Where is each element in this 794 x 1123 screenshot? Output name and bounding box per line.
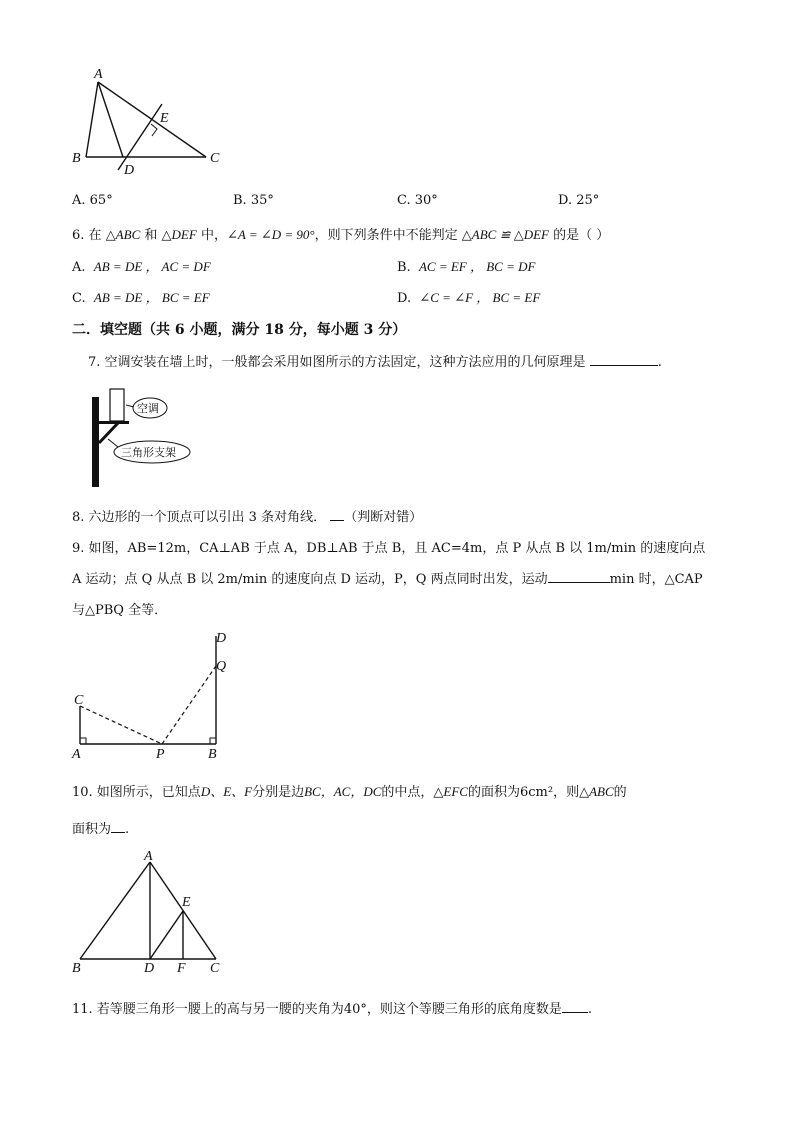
q6-rest: ，则下列条件中不能判定 bbox=[314, 228, 458, 243]
q10-label-c: C bbox=[210, 961, 220, 976]
q10-label-a: A bbox=[144, 849, 153, 864]
q10-label-e: E bbox=[182, 895, 191, 910]
q6-option-c bbox=[72, 287, 210, 306]
q6-option-c-letter: C. bbox=[72, 291, 86, 306]
q5-label-a: A bbox=[94, 67, 103, 82]
q6-option-d bbox=[397, 287, 540, 306]
q9-label-c: C bbox=[74, 693, 84, 708]
q7-text: 7. 空调安装在墙上时，一般都会采用如图所示的方法固定，这种方法应用的几何原理是 bbox=[88, 355, 586, 370]
q5-label-e: E bbox=[160, 111, 169, 126]
q6-num: 6. 在 bbox=[72, 228, 102, 243]
q8-answer-blank[interactable] bbox=[330, 508, 344, 521]
q11-angle: 40° bbox=[343, 1002, 367, 1017]
q10-a: 10. 如图所示，已知点 bbox=[72, 785, 201, 800]
q10-label-f: F bbox=[177, 961, 186, 976]
q10-line2-text: 面积为 bbox=[72, 822, 112, 837]
q9-label-b: B bbox=[208, 747, 217, 762]
q10-figure bbox=[68, 848, 238, 978]
q5-option-b: B. 35° bbox=[233, 193, 274, 208]
q10-line1 bbox=[72, 781, 627, 800]
section-title-fill-blank: 二．填空题（共 6 小题，满分 18 分，每小题 3 分） bbox=[72, 322, 407, 338]
q10-end: . bbox=[125, 822, 130, 837]
q6-option-b bbox=[397, 256, 535, 275]
q9-line2a: A 运动；点 Q 从点 B 以 2m/min 的速度向点 D 运动，P，Q 两点同时出发，运动 bbox=[72, 572, 548, 587]
q6-mid: 中， bbox=[200, 228, 227, 243]
q6-option-a bbox=[72, 256, 211, 275]
q6-option-d-letter: D. bbox=[397, 291, 412, 306]
q6-option-b-letter: B. bbox=[397, 260, 411, 275]
q9-line3: 与△PBQ 全等． bbox=[72, 603, 168, 618]
q6-condition: ∠A = ∠D = 90° bbox=[226, 227, 315, 242]
q7-label-bracket: 三角形支架 bbox=[121, 446, 176, 459]
q5-option-c: C. 30° bbox=[397, 193, 438, 208]
q9-label-q: Q bbox=[216, 659, 227, 674]
q5-label-c: C bbox=[210, 151, 220, 166]
q10-label-d: D bbox=[144, 961, 155, 976]
q9-label-d: D bbox=[216, 631, 227, 646]
q9-figure bbox=[70, 628, 250, 763]
q6-stem bbox=[72, 224, 609, 243]
q9-line2 bbox=[72, 568, 703, 587]
q10-f: 的 bbox=[613, 785, 627, 800]
q6-option-c-expr: AB = DE ， BC = EF bbox=[93, 290, 210, 305]
q10-e: ，则 bbox=[553, 785, 580, 800]
q7-label-air-conditioner: 空调 bbox=[137, 402, 159, 415]
q11-tail: ，则这个等腰三角形的底角度数是 bbox=[366, 1002, 562, 1017]
q11-text: 11. 若等腰三角形一腰上的高与另一腰的夹角为 bbox=[72, 1002, 344, 1017]
q6-and: 和 bbox=[144, 228, 158, 243]
q6-congruence: △ABC ≌ △DEF bbox=[461, 227, 549, 242]
q6-option-d-expr: ∠C = ∠F ， BC = EF bbox=[419, 290, 541, 305]
q11-end: . bbox=[587, 1002, 593, 1017]
q8-end: （判断对错） bbox=[344, 510, 423, 525]
q6-triangle-def: △DEF bbox=[161, 227, 197, 242]
q10-tri-abc: △ABC bbox=[579, 784, 614, 799]
q9-answer-blank[interactable] bbox=[548, 570, 610, 583]
q10-label-b: B bbox=[72, 961, 81, 976]
q8-stem bbox=[72, 506, 422, 525]
q9-line1: 9. 如图，AB=12m，CA⊥AB 于点 A，DB⊥AB 于点 B，且 AC=4m，点 P 从点 B 以 1m/min 的速度向点 bbox=[72, 541, 706, 556]
q6-option-a-letter: A. bbox=[72, 260, 86, 275]
q11-stem bbox=[72, 998, 592, 1017]
q9-line2b: min 时，△CAP bbox=[609, 572, 703, 587]
q6-option-b-expr: AC = EF ， BC = DF bbox=[418, 259, 536, 274]
q5-option-d: D. 25° bbox=[558, 193, 600, 208]
q6-tail: 的是（ ） bbox=[553, 228, 610, 243]
q10-sides: BC，AC，DC bbox=[304, 784, 382, 799]
q10-c: 的中点， bbox=[381, 785, 434, 800]
q9-label-p: P bbox=[156, 747, 165, 762]
q5-label-b: B bbox=[72, 151, 81, 166]
q10-answer-blank[interactable] bbox=[111, 820, 125, 833]
q8-text: 8. 六边形的一个顶点可以引出 3 条对角线． bbox=[72, 510, 327, 525]
q5-label-d: D bbox=[124, 163, 135, 178]
q10-b: 分别是边 bbox=[252, 785, 305, 800]
q7-answer-blank[interactable] bbox=[590, 353, 658, 366]
q10-d: 的面积为 bbox=[467, 785, 520, 800]
q7-figure bbox=[88, 385, 208, 490]
q11-answer-blank[interactable] bbox=[562, 1000, 588, 1013]
q10-tri-efc: △EFC bbox=[433, 784, 468, 799]
q7-end: . bbox=[657, 355, 662, 370]
q5-option-a: A. 65° bbox=[72, 193, 113, 208]
q10-line2 bbox=[72, 818, 129, 837]
q10-area: 6cm² bbox=[520, 785, 554, 800]
q5-figure bbox=[60, 60, 240, 180]
q7-stem bbox=[88, 351, 662, 370]
q9-label-a: A bbox=[72, 747, 81, 762]
q6-triangle-abc: △ABC bbox=[105, 227, 141, 242]
q10-points: D、E、F bbox=[200, 784, 253, 799]
q6-option-a-expr: AB = DE ， AC = DF bbox=[93, 259, 211, 274]
